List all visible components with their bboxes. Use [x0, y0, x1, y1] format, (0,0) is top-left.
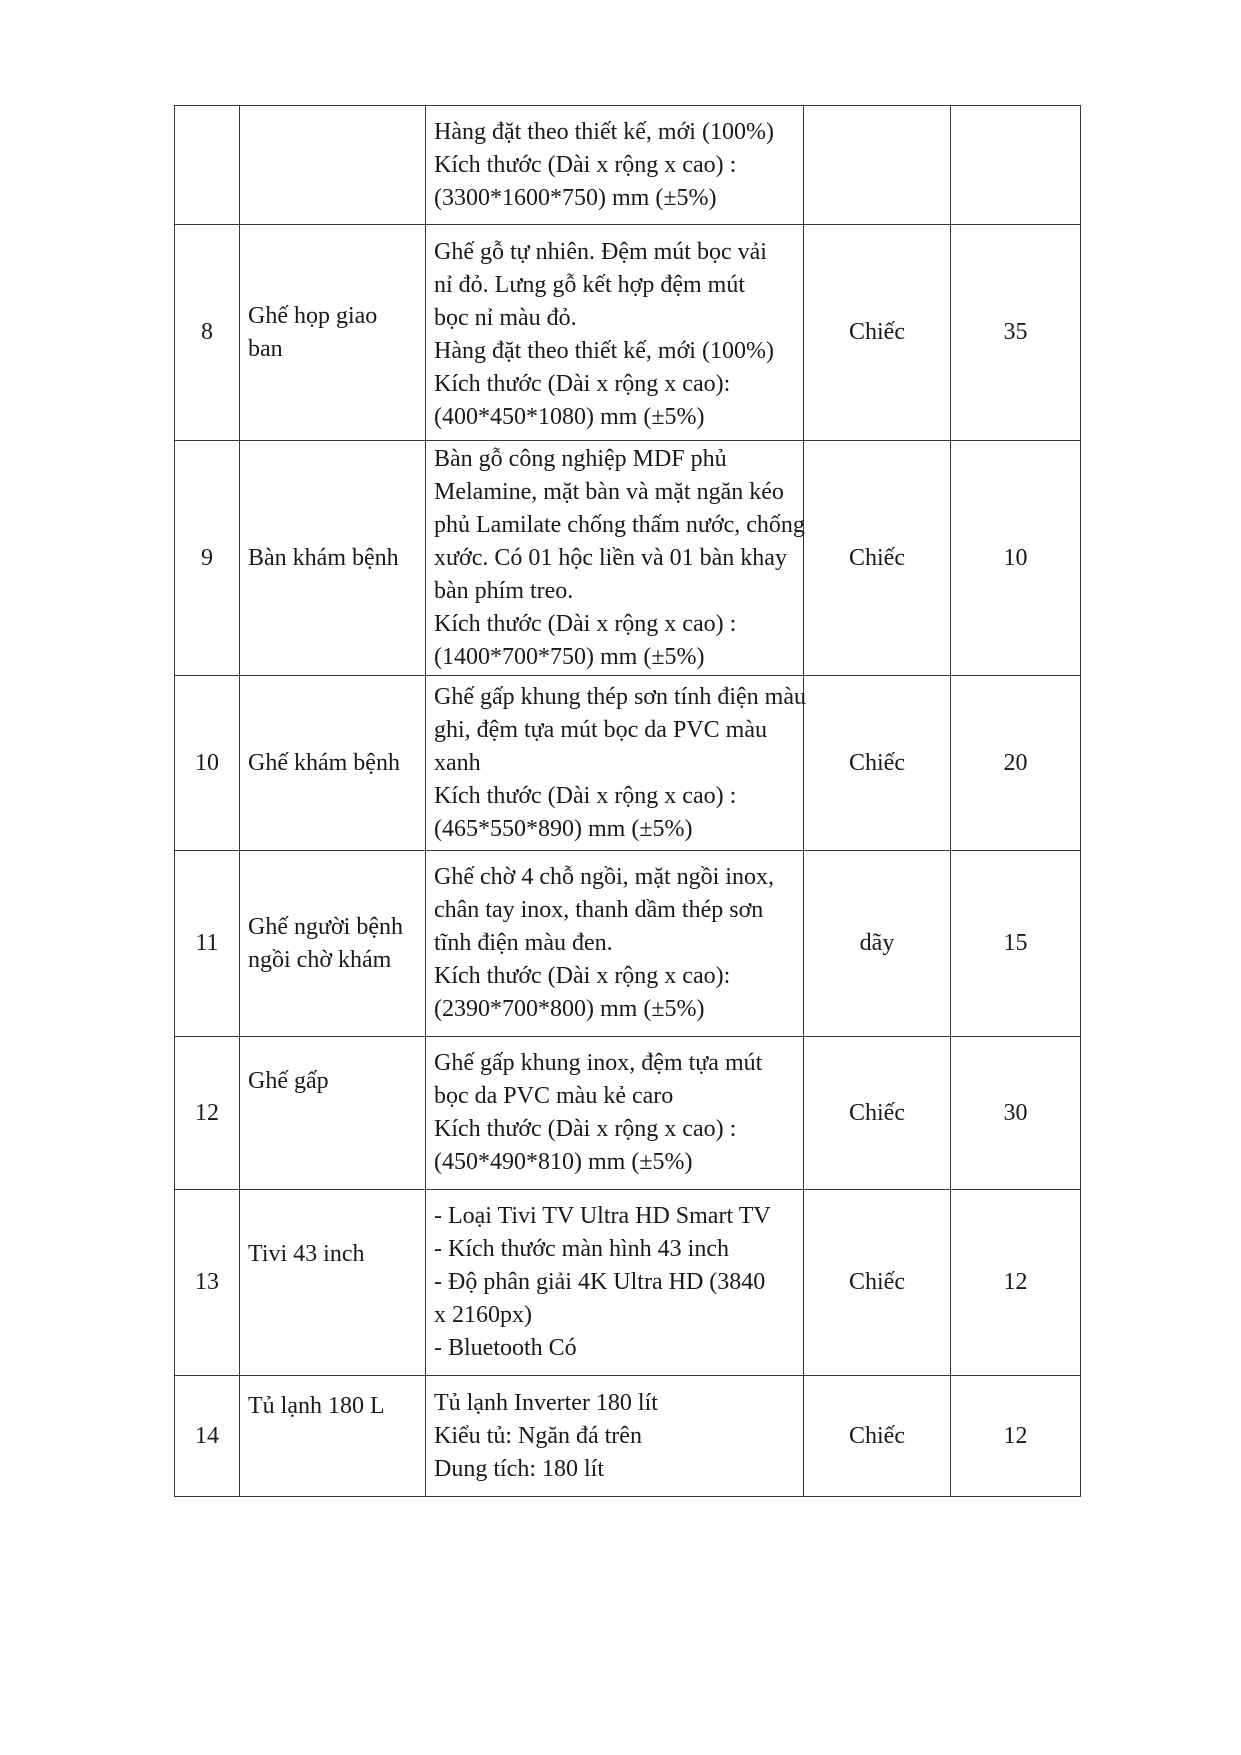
- description-line: (400*450*1080) mm (±5%): [434, 404, 705, 430]
- table-row: [175, 106, 1081, 225]
- item-name: Ghế khám bệnh: [240, 676, 426, 851]
- item-quantity: 20: [951, 676, 1081, 851]
- item-name: Bàn khám bệnh: [240, 441, 426, 676]
- item-quantity: [951, 106, 1081, 225]
- item-unit: Chiếc: [804, 1376, 951, 1497]
- item-name: Ghế họp giao ban: [240, 225, 426, 441]
- item-name: Tivi 43 inch: [240, 1190, 426, 1376]
- description-line: Kích thước (Dài x rộng x cao) :: [434, 151, 737, 178]
- item-name: Tủ lạnh 180 L: [240, 1376, 426, 1497]
- description-line: Kích thước (Dài x rộng x cao):: [434, 371, 731, 397]
- description-line: xước. Có 01 hộc liền và 01 bàn khay: [434, 544, 787, 571]
- description-line: Kích thước (Dài x rộng x cao) :: [434, 610, 737, 637]
- item-quantity: 35: [951, 225, 1081, 441]
- description-line: xanh: [434, 749, 481, 776]
- description-line: Kiểu tủ: Ngăn đá trên: [434, 1422, 642, 1449]
- item-description: [426, 441, 804, 676]
- description-line: bọc nỉ màu đỏ.: [434, 305, 577, 331]
- item-description: [426, 106, 804, 225]
- description-line: Kích thước (Dài x rộng x cao) :: [434, 1116, 737, 1142]
- description-line: Kích thước (Dài x rộng x cao):: [434, 963, 731, 989]
- description-line: Hàng đặt theo thiết kế, mới (100%): [434, 338, 774, 364]
- item-unit: dãy: [804, 851, 951, 1037]
- description-line: Dung tích: 180 lít: [434, 1455, 604, 1482]
- row-number: 14: [175, 1376, 240, 1497]
- description-line: (3300*1600*750) mm (±5%): [434, 184, 717, 211]
- description-line: Melamine, mặt bàn và mặt ngăn kéo: [434, 478, 784, 505]
- item-unit: Chiếc: [804, 225, 951, 441]
- item-quantity: 10: [951, 441, 1081, 676]
- equipment-table: [174, 105, 1081, 1497]
- table-row: [175, 851, 1081, 1037]
- description-line: bàn phím treo.: [434, 577, 574, 604]
- description-line: Hàng đặt theo thiết kế, mới (100%): [434, 118, 774, 145]
- item-description: [426, 851, 804, 1037]
- row-number: 12: [175, 1037, 240, 1190]
- description-line: - Loại Tivi TV Ultra HD Smart TV: [434, 1203, 771, 1229]
- description-line: Kích thước (Dài x rộng x cao) :: [434, 782, 737, 809]
- description-line: - Bluetooth Có: [434, 1335, 577, 1361]
- row-number: 11: [175, 851, 240, 1037]
- description-line: (1400*700*750) mm (±5%): [434, 643, 705, 670]
- item-quantity: 12: [951, 1376, 1081, 1497]
- row-number: 9: [175, 441, 240, 676]
- item-name: Ghế người bệnh ngồi chờ khám: [240, 851, 426, 1037]
- description-line: Bàn gỗ công nghiệp MDF phủ: [434, 445, 727, 472]
- item-unit: Chiếc: [804, 1190, 951, 1376]
- item-name: Ghế gấp: [240, 1037, 426, 1190]
- table-row: [175, 1376, 1081, 1497]
- item-description: [426, 1376, 804, 1497]
- row-number: [175, 106, 240, 225]
- table-row: [175, 1190, 1081, 1376]
- description-line: (465*550*890) mm (±5%): [434, 815, 693, 842]
- description-line: Ghế chờ 4 chỗ ngồi, mặt ngồi inox,: [434, 864, 774, 890]
- description-line: Ghế gấp khung inox, đệm tựa mút: [434, 1050, 763, 1076]
- table-row: [175, 225, 1081, 441]
- description-line: Ghế gỗ tự nhiên. Đệm mút bọc vải: [434, 239, 767, 265]
- item-unit: [804, 106, 951, 225]
- row-number: 13: [175, 1190, 240, 1376]
- description-line: Ghế gấp khung thép sơn tính điện màu: [434, 683, 806, 710]
- table-row: [175, 676, 1081, 851]
- item-quantity: 30: [951, 1037, 1081, 1190]
- description-line: phủ Lamilate chống thấm nước, chống: [434, 511, 805, 538]
- item-description: [426, 676, 804, 851]
- item-unit: Chiếc: [804, 676, 951, 851]
- row-number: 8: [175, 225, 240, 441]
- row-number: 10: [175, 676, 240, 851]
- item-description: [426, 1190, 804, 1376]
- description-line: tĩnh điện màu đen.: [434, 930, 613, 956]
- item-unit: Chiếc: [804, 441, 951, 676]
- description-line: - Kích thước màn hình 43 inch: [434, 1236, 729, 1262]
- description-line: (450*490*810) mm (±5%): [434, 1149, 693, 1175]
- item-description: [426, 225, 804, 441]
- description-line: nỉ đỏ. Lưng gỗ kết hợp đệm mút: [434, 272, 746, 298]
- table-row: [175, 1037, 1081, 1190]
- item-unit: Chiếc: [804, 1037, 951, 1190]
- description-line: - Độ phân giải 4K Ultra HD (3840: [434, 1269, 766, 1295]
- table-row: [175, 441, 1081, 676]
- item-quantity: 15: [951, 851, 1081, 1037]
- description-line: x 2160px): [434, 1302, 532, 1328]
- description-line: (2390*700*800) mm (±5%): [434, 996, 705, 1022]
- item-quantity: 12: [951, 1190, 1081, 1376]
- item-name: [240, 106, 426, 225]
- item-description: [426, 1037, 804, 1190]
- description-line: Tủ lạnh Inverter 180 lít: [434, 1389, 658, 1416]
- description-line: chân tay inox, thanh dầm thép sơn: [434, 897, 764, 923]
- description-line: bọc da PVC màu kẻ caro: [434, 1083, 674, 1109]
- description-line: ghi, đệm tựa mút bọc da PVC màu: [434, 716, 767, 743]
